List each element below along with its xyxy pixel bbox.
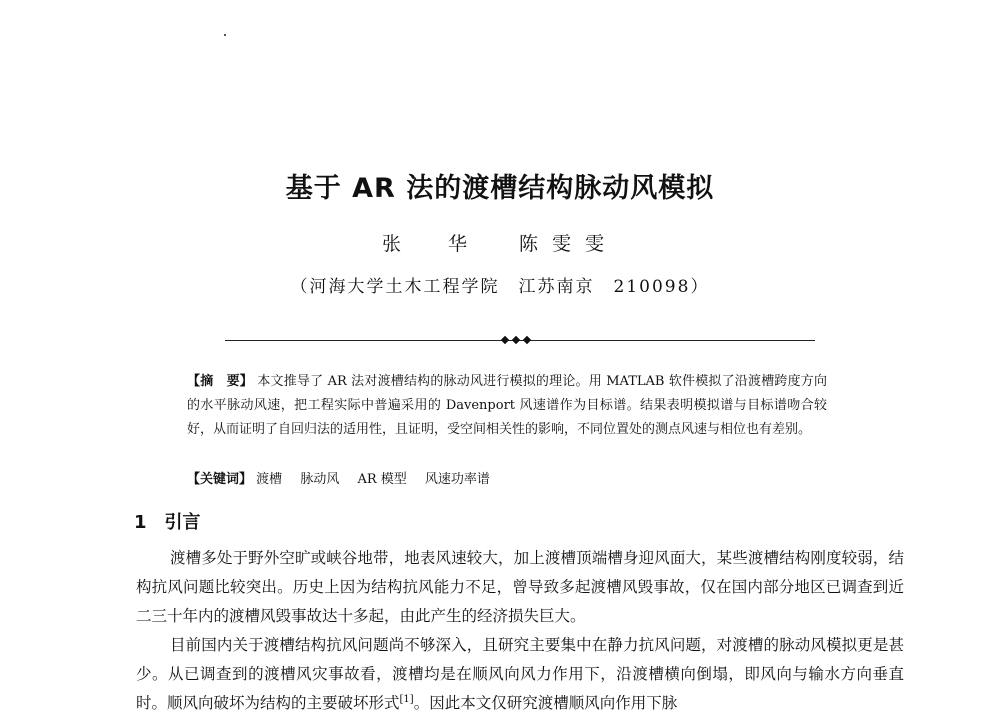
scan-speck [224,34,226,36]
paragraph-text: 目前国内关于渡槽结构抗风问题尚不够深入，且研究主要集中在静力抗风问题，对渡槽的脉动风模拟更是甚少。从已调查到的渡槽风灾事故看，渡槽均是在顺风向风力作用下，沿渡槽横向倒塌，即风向与输水方向垂直时。顺风向破坏为结构的主要破坏形式 [136,636,904,712]
keywords [187,468,827,492]
citation-ref: [1] [399,693,414,705]
paper-title: 基于 AR 法的渡槽结构脉动风模拟 [285,173,715,204]
keyword: 脉动风 [300,472,340,487]
divider-diamond [512,336,520,344]
body-text [136,544,904,718]
section-heading [134,508,201,534]
section-title: 引言 [164,512,201,533]
keywords-label: 【关键词】 [187,472,253,487]
abstract [187,370,827,442]
abstract-label: 【摘 要】 [187,374,253,389]
paragraph: 渡槽多处于野外空旷或峡谷地带，地表风速较大，加上渡槽顶端槽身迎风面大，某些渡槽结构刚度较弱，结构抗风问题比较突出。历史上因为结构抗风能力不足，曾导致多起渡槽风毁事故，仅在国内部分地区已调查到近二三十年内的渡槽风毁事故达十多起，由此产生的经济损失巨大。 [136,549,904,625]
divider-diamond [523,336,531,344]
ornamental-divider [225,340,815,342]
affiliation: （河海大学土木工程学院 江苏南京 210098） [290,277,710,297]
author-list [0,229,1000,256]
keyword: AR 模型 [357,472,407,487]
keyword: 渡槽 [256,472,283,487]
author-name: 陈雯雯 [519,233,619,255]
section-number: 1 [134,512,147,533]
paragraph [136,631,904,718]
paragraph-text: 。因此本文仅研究渡槽顺风向作用下脉 [413,694,678,712]
divider-diamond [501,336,509,344]
abstract-text: 本文推导了 AR 法对渡槽结构的脉动风进行模拟的理论。用 MATLAB 软件模拟了沿渡槽跨度方向的水平脉动风速，把工程实际中普遍采用的 Davenport 风速谱作为目标谱。结果表明模拟谱与目标谱吻合较好，从而证明了自回归法的适用性，且证明，受空间相关性的影响，不同位置处的测点风速与相位也有差别。 [187,374,827,437]
author-name: 张 华 [381,233,481,255]
keyword: 风速功率谱 [424,472,490,487]
